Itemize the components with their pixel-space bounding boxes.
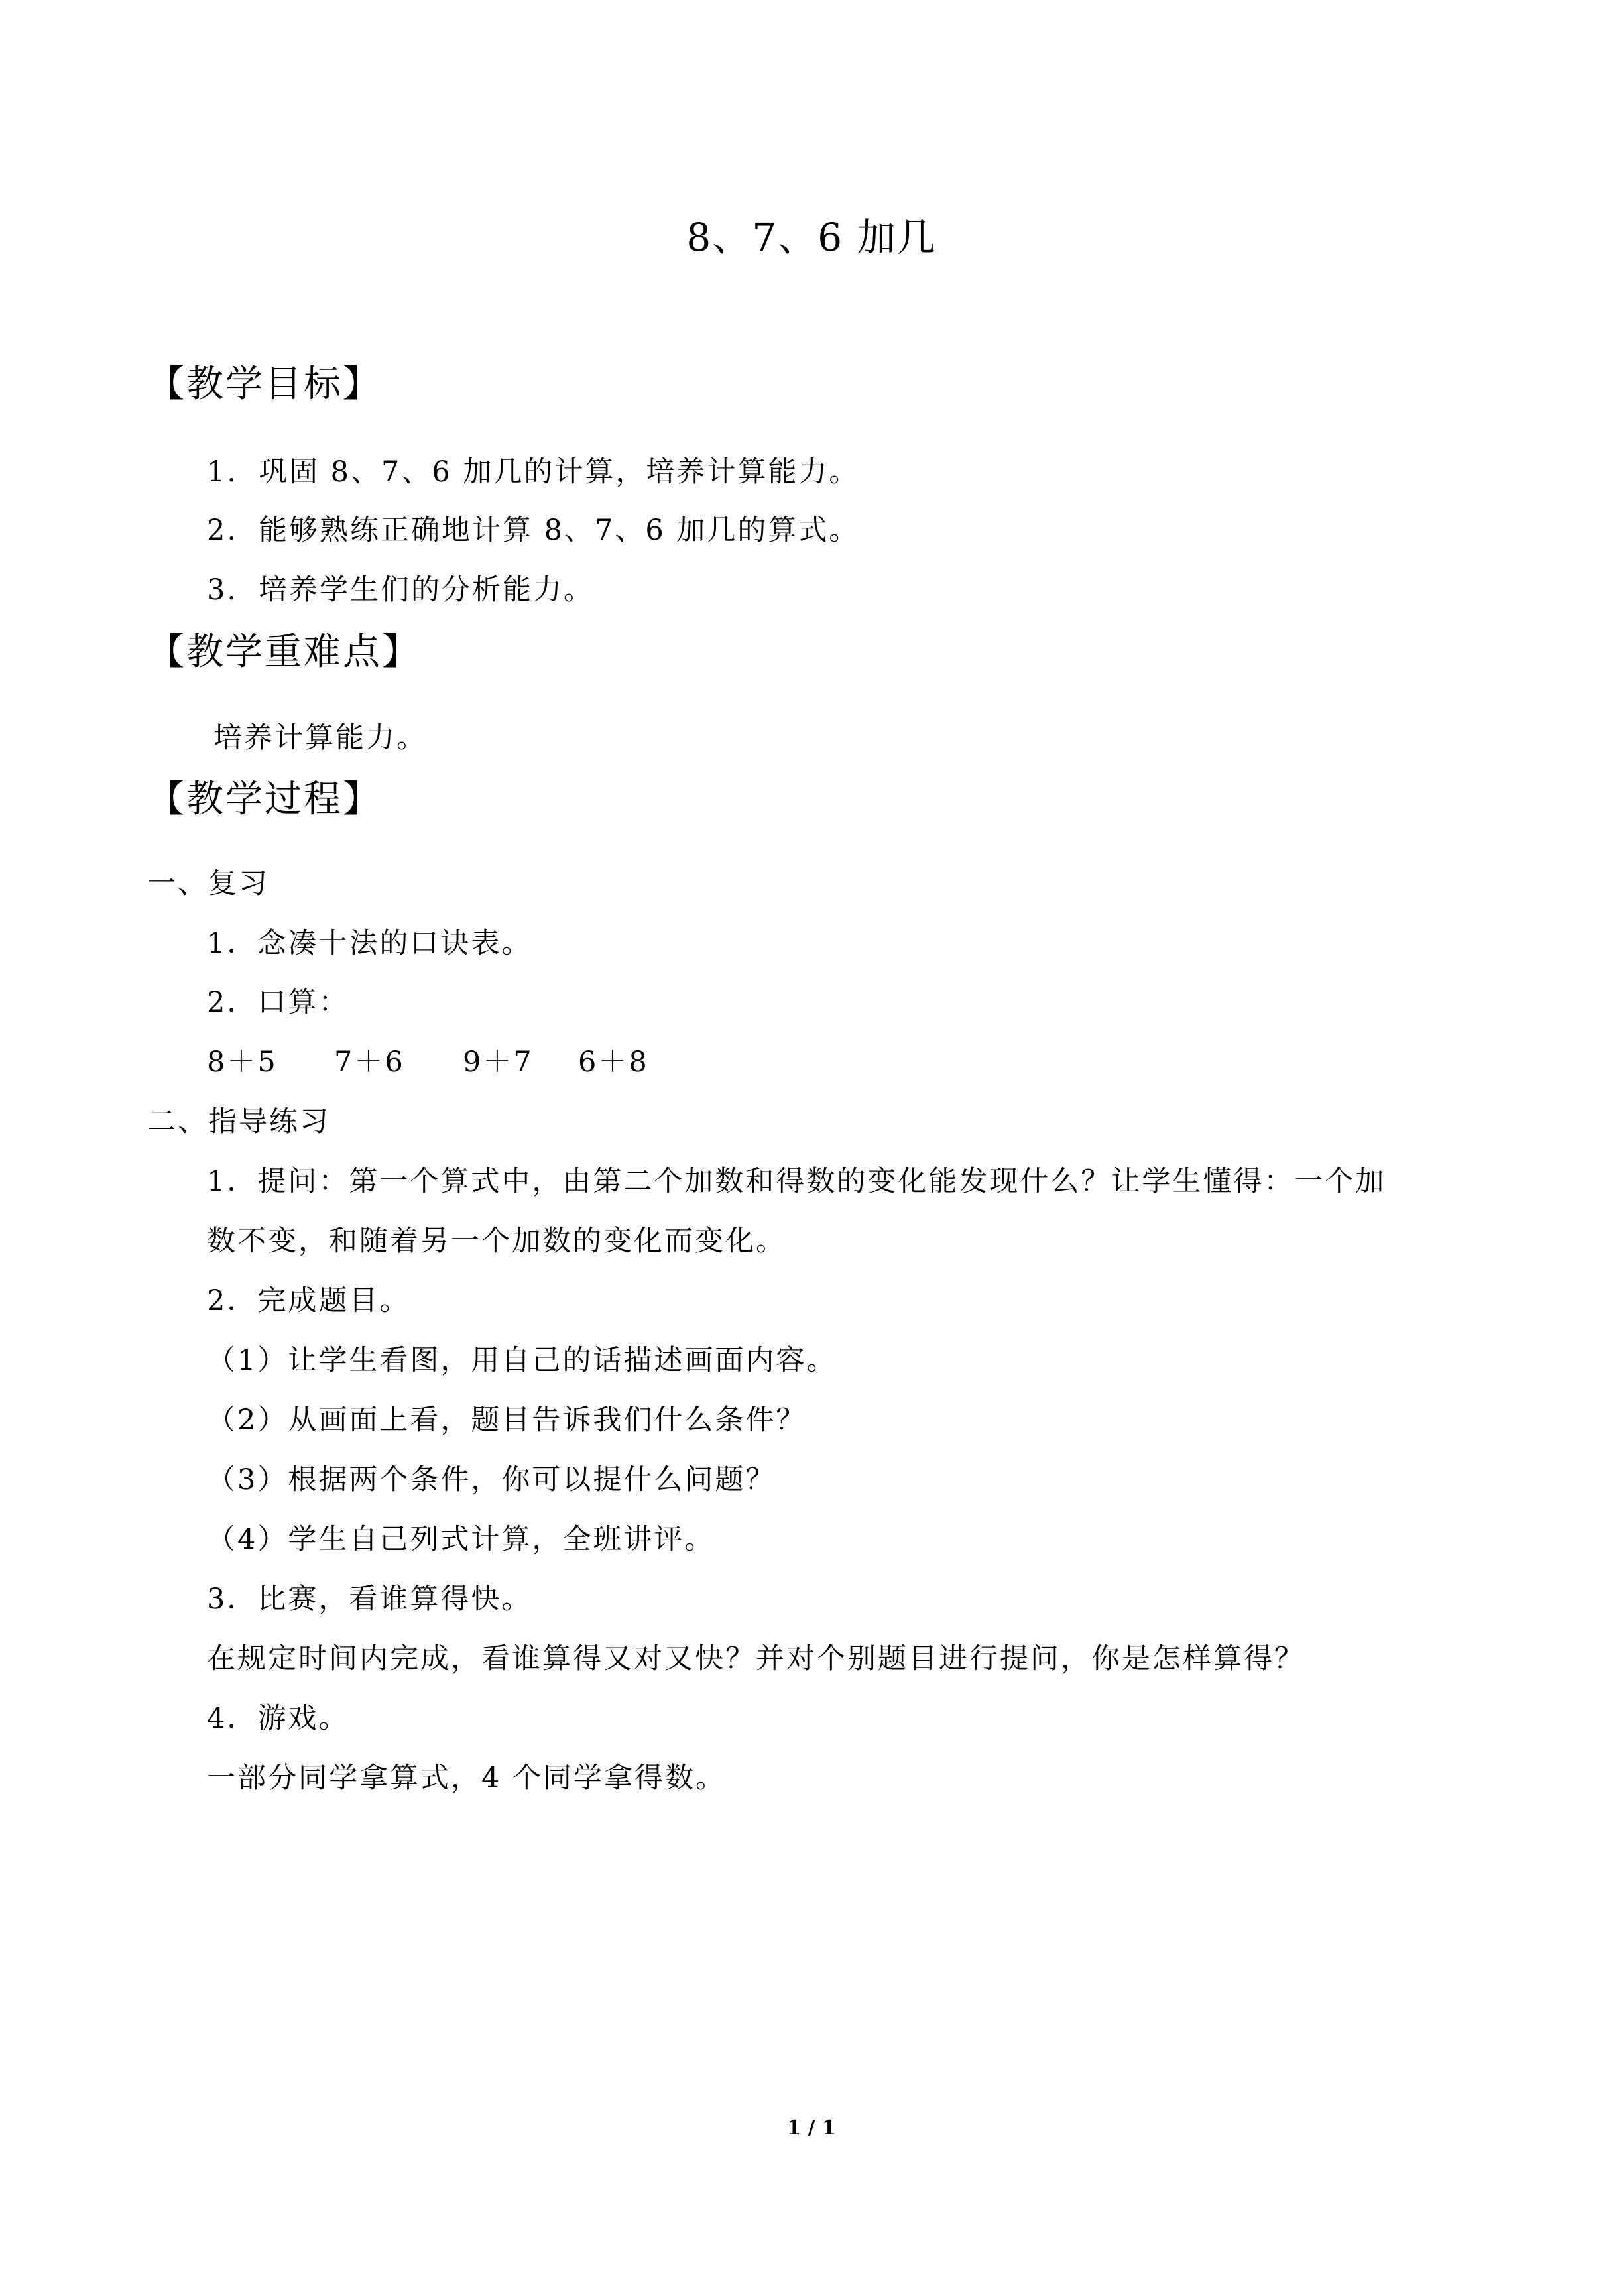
page-number: 1 / 1 bbox=[787, 2116, 836, 2140]
goal-item-number: 3. bbox=[207, 574, 239, 607]
part2-title: 二、指导练习 bbox=[147, 1105, 330, 1138]
part2-item-2: 2．完成题目。 bbox=[207, 1284, 410, 1317]
calculation-item: 7＋6 bbox=[334, 1046, 405, 1079]
teaching-process-heading: 【教学过程】 bbox=[147, 778, 382, 821]
part2-item-3: 3．比赛，看谁算得快。 bbox=[207, 1583, 532, 1616]
goal-item-text: 巩固 8、7、6 加几的计算，培养计算能力。 bbox=[259, 455, 860, 489]
goal-item-1 bbox=[207, 452, 859, 492]
goal-item-number: 1. bbox=[207, 455, 239, 489]
part2-item-4: 4．游戏。 bbox=[207, 1702, 349, 1735]
sub-item-2: （2）从画面上看，题目告诉我们什么条件？ bbox=[207, 1404, 807, 1437]
sub-item-1: （1）让学生看图，用自己的话描述画面内容。 bbox=[207, 1344, 837, 1377]
sub-item-4: （4）学生自己列式计算，全班讲评。 bbox=[207, 1523, 715, 1556]
teaching-difficulty-heading: 【教学重难点】 bbox=[147, 631, 421, 674]
calculation-row bbox=[207, 1042, 649, 1082]
part1-item-2: 2．口算： bbox=[207, 986, 349, 1019]
part2-item-1-line-1: 1．提问：第一个算式中，由第二个加数和得数的变化能发现什么？让学生懂得：一个加 bbox=[207, 1165, 1386, 1198]
calculation-item: 6＋8 bbox=[578, 1046, 649, 1079]
goal-item-number: 2. bbox=[207, 514, 239, 547]
teaching-goals-heading: 【教学目标】 bbox=[147, 363, 382, 406]
goal-item-2 bbox=[207, 511, 859, 550]
part1-title: 一、复习 bbox=[147, 867, 269, 900]
difficulty-text: 培养计算能力。 bbox=[213, 721, 427, 755]
goal-item-text: 培养学生们的分析能力。 bbox=[259, 574, 594, 607]
part2-item-4-description: 一部分同学拿算式，4 个同学拿得数。 bbox=[207, 1762, 727, 1795]
calculation-item: 8＋5 bbox=[207, 1046, 278, 1079]
part1-item-1: 1．念凑十法的口诀表。 bbox=[207, 927, 532, 960]
part2-item-3-description: 在规定时间内完成，看谁算得又对又快？并对个别题目进行提问，你是怎样算得？ bbox=[207, 1642, 1305, 1675]
part2-item-1-line-2: 数不变，和随着另一个加数的变化而变化。 bbox=[207, 1225, 786, 1258]
goal-item-3 bbox=[207, 570, 594, 610]
calculation-item: 9＋7 bbox=[463, 1046, 534, 1079]
goal-item-text: 能够熟练正确地计算 8、7、6 加几的算式。 bbox=[259, 514, 860, 547]
document-title: 8、7、6 加几 bbox=[686, 215, 937, 260]
sub-item-3: （3）根据两个条件，你可以提什么问题？ bbox=[207, 1463, 776, 1496]
